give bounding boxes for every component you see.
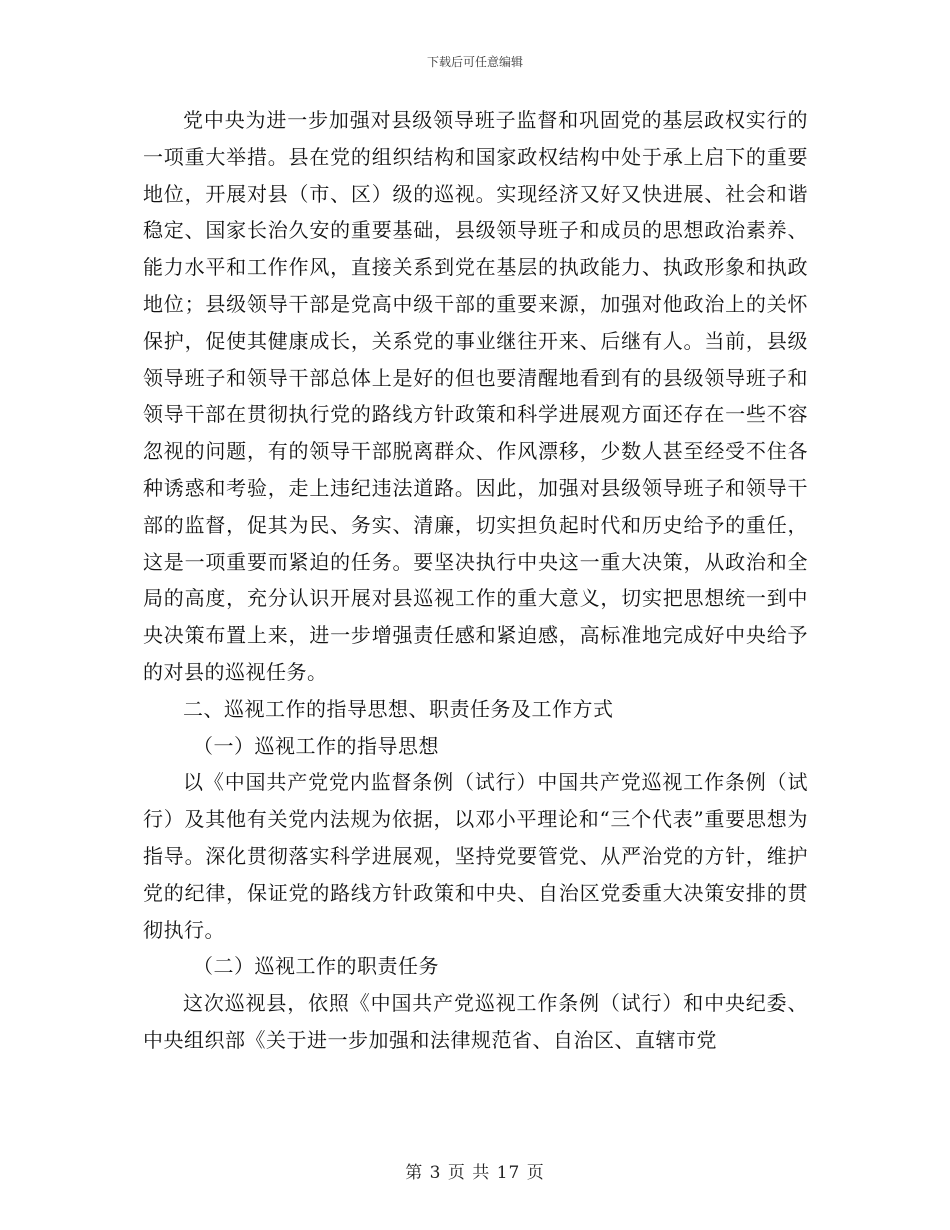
paragraph-significance: 党中央为进一步加强对县级领导班子监督和巩固党的基层政权实行的一项重大举措。县在党的组织结构和国家政权结构中处于承上启下的重要地位，开展对县（市、区）级的巡视。实现经济又好又快进展、社会和谐稳定、国家长治久安的重要基础，县级领导班子和成员的思想政治素养、能力水平和工作作风，直接关系到党在基层的执政能力、执政形象和执政地位；县级领导干部是党高中级干部的重要来源，加强对他政治上的关怀保护，促使其健康成长，关系党的事业继往开来、后继有人。当前，县级领导班子和领导干部总体上是好的但也要清醒地看到有的县级领导班子和领导干部在贯彻执行党的路线方针政策和科学进展观方面还存在一些不容忽视的问题，有的领导干部脱离群众、作风漂移，少数人甚至经受不住各种诱惑和考验，走上违纪违法道路。因此，加强对县级领导班子和领导干部的监督，促其为民、务实、清廉，切实担负起时代和历史给予的重任，这是一项重要而紧迫的任务。要坚决执行中央这一重大决策，从政治和全局的高度，充分认识开展对县巡视工作的重大意义，切实把思想统一到中央决策布置上来，进一步增强责任感和紧迫感，高标准地完成好中央给予的对县的巡视任务。 [143,108,808,684]
subsection-heading-duties: （二）巡视工作的职责任务 [193,954,439,979]
paragraph-duties: 这次巡视县，依照《中国共产党巡视工作条例（试行）和中央纪委、中央组织部《关于进一步加强和法律规范省、自治区、直辖市党 [143,991,808,1052]
page-header: 下载后可任意编辑 [426,55,523,69]
subsection-heading-guiding-thought: （一）巡视工作的指导思想 [193,733,439,758]
paragraph-guiding-thought: 以《中国共产党党内监督条例（试行）中国共产党巡视工作条例（试行）及其他有关党内法规为依据，以邓小平理论和“三个代表”重要思想为指导。深化贯彻落实科学进展观，坚持党要管党、从严治党的方针，维护党的纪律，保证党的路线方针政策和中央、自治区党委重大决策安排的贯彻执行。 [143,770,808,942]
document-body [143,102,808,1059]
page-footer: 第 3 页 共 17 页 [405,1163,545,1183]
section-heading-2: 二、巡视工作的指导思想、职责任务及工作方式 [183,696,614,721]
